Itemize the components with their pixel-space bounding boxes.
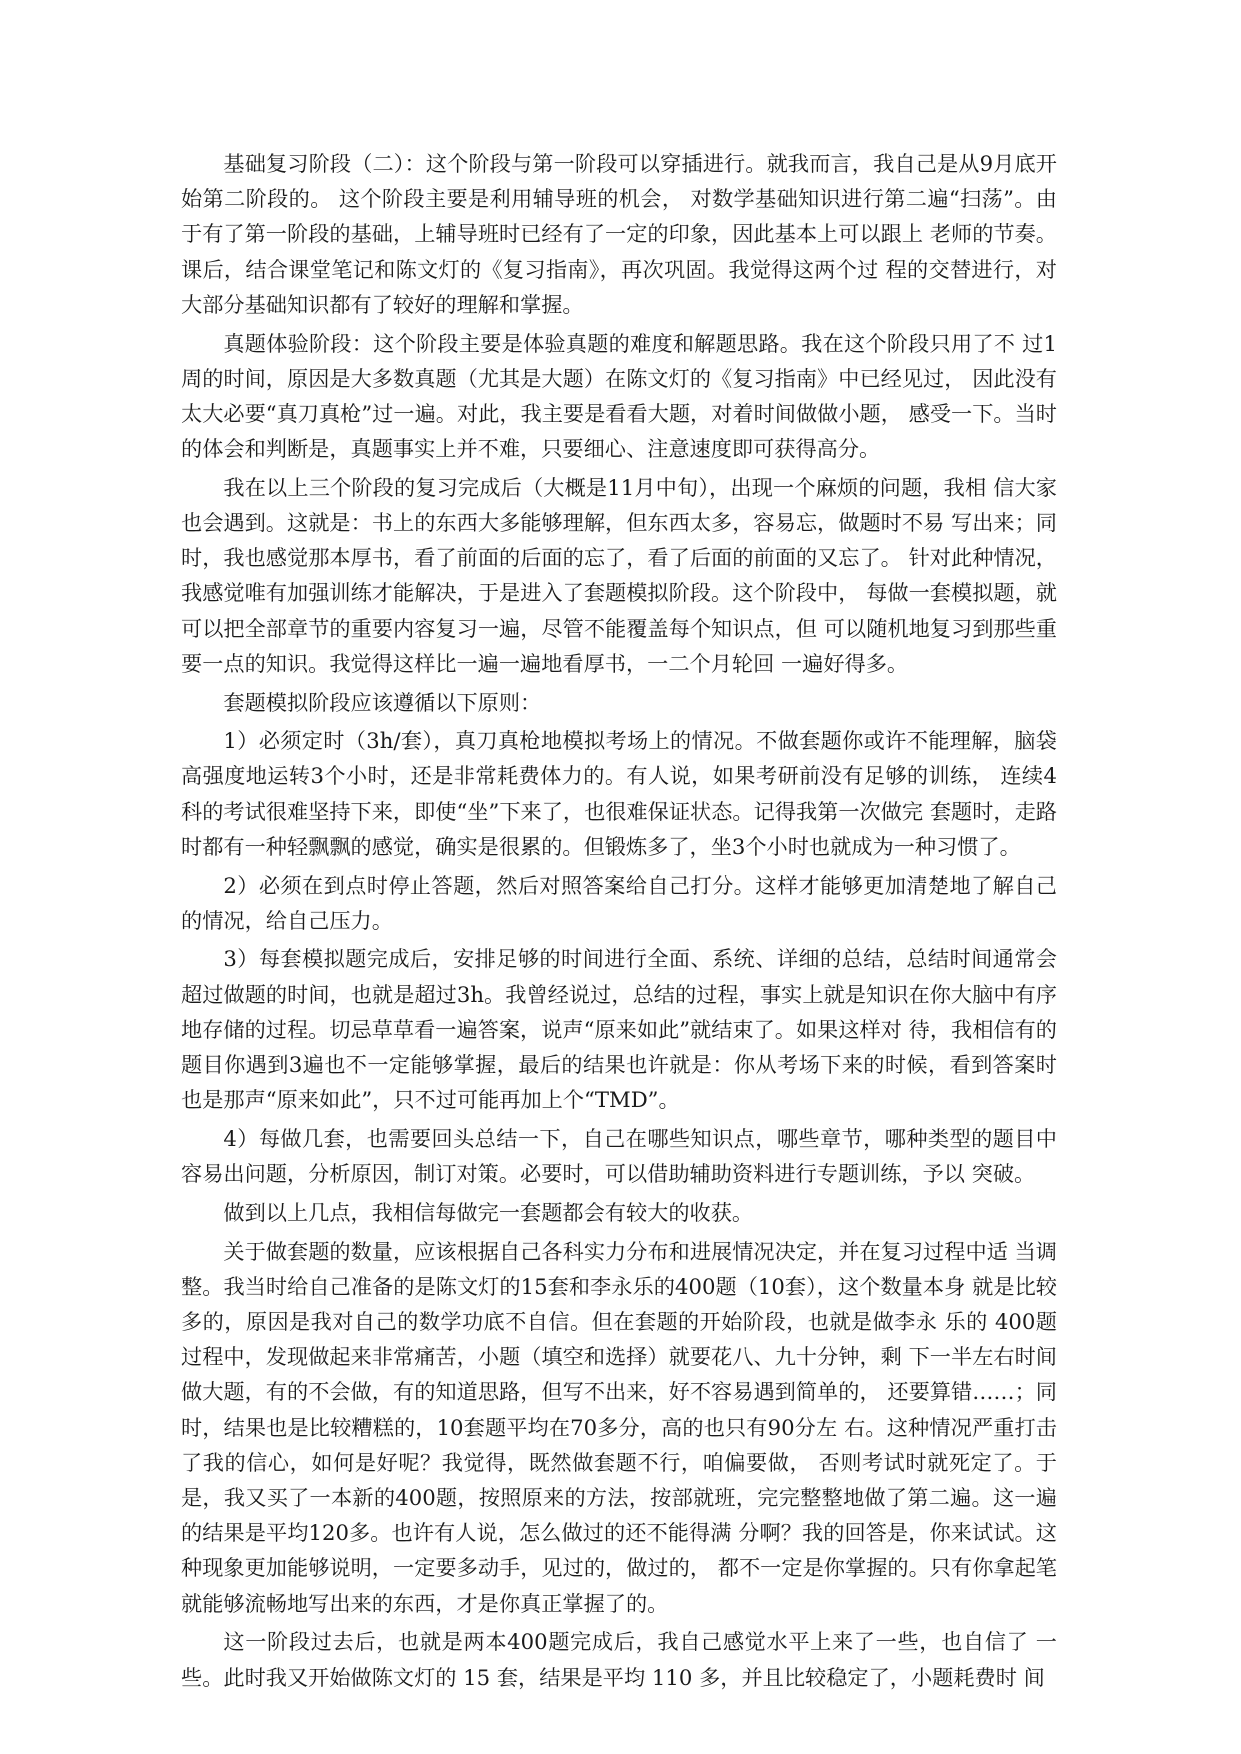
paragraph-principle-4: 4）每做几套，也需要回头总结一下，自己在哪些知识点，哪些章节，哪种类型的题目中容易出问题，分析原因，制订对策。必要时，可以借助辅助资料进行专题训练，予以 突破。 bbox=[181, 1125, 1057, 1187]
paragraph-principle-1: 1）必须定时（3h/套），真刀真枪地模拟考场上的情况。不做套题你或许不能理解，脑袋高强度地运转3个小时，还是非常耗费体力的。有人说，如果考研前没有足够的训练， 连续4 科的考试很难坚持下来，即使“坐”下来了，也很难保证状态。记得我第一次做完 套题时，走路时都有一种轻飘飘的感觉，确实是很累的。但锻炼多了，坐3个小时也就成为一种习惯了。 bbox=[181, 728, 1057, 859]
paragraph-basic-review-stage-two: 基础复习阶段（二）：这个阶段与第一阶段可以穿插进行。就我而言，我自己是从9月底开始第二阶段的。 这个阶段主要是利用辅导班的机会， 对数学基础知识进行第二遍“扫荡”。由于有了第一阶段的基础，上辅导班时已经有了一定的印象，因此基本上可以跟上 老师的节奏。课后，结合课堂笔记和陈文灯的《复习指南》，再次巩固。我觉得这两个过 程的交替进行，对大部分基础知识都有了较好的理解和掌握。 bbox=[181, 151, 1057, 317]
paragraph-quantity-of-sets: 关于做套题的数量，应该根据自己各科实力分布和进展情况决定，并在复习过程中适 当调整。我当时给自己准备的是陈文灯的15套和李永乐的400题（10套），这个数量本身 就是比较多的，原因是我对自己的数学功底不自信。但在套题的开始阶段，也就是做李永 乐的 400题过程中，发现做起来非常痛苦，小题（填空和选择）就要花八、九十分钟，剩 下一半左右时间做大题，有的不会做，有的知道思路，但写不出来，好不容易遇到简单的， 还要算错……；同时，结果也是比较糟糕的，10套题平均在70多分，高的也只有90分左 右。这种情况严重打击了我的信心，如何是好呢？我觉得，既然做套题不行，咱偏要做， 否则考试时就死定了。于是，我又买了一本新的400题，按照原来的方法，按部就班，完完整整地做了第二遍。这一遍的结果是平均120多。也许有人说，怎么做过的还不能得满 分啊？我的回答是，你来试试。这种现象更加能够说明，一定要多动手，见过的，做过的， 都不一定是你掌握的。只有你拿起笔就能够流畅地写出来的东西，才是你真正掌握了的。 bbox=[181, 1238, 1057, 1616]
paragraph-mock-exam-intro: 我在以上三个阶段的复习完成后（大概是11月中旬），出现一个麻烦的问题，我相 信大家也会遇到。这就是：书上的东西大多能够理解，但东西太多，容易忘，做题时不易 写出来；同时，我也感觉那本厚书，看了前面的后面的忘了，看了后面的前面的又忘了。 针对此种情况，我感觉唯有加强训练才能解决，于是进入了套题模拟阶段。这个阶段中， 每做一套模拟题，就可以把全部章节的重要内容复习一遍，尽管不能覆盖每个知识点，但 可以随机地复习到那些重要一点的知识。我觉得这样比一遍一遍地看厚书，一二个月轮回 一遍好得多。 bbox=[181, 474, 1057, 676]
paragraph-gains: 做到以上几点，我相信每做完一套题都会有较大的收获。 bbox=[223, 1199, 754, 1225]
paragraph-principle-2: 2）必须在到点时停止答题，然后对照答案给自己打分。这样才能够更加清楚地了解自己的情况，给自己压力。 bbox=[181, 872, 1057, 933]
document-body bbox=[181, 146, 1057, 1698]
paragraph-after-stage: 这一阶段过去后，也就是两本400题完成后，我自己感觉水平上来了一些，也自信了 一些。此时我又开始做陈文灯的 15 套，结果是平均 110 多，并且比较稳定了，小题耗费时 间 bbox=[181, 1629, 1057, 1690]
paragraph-real-exam-stage: 真题体验阶段：这个阶段主要是体验真题的难度和解题思路。我在这个阶段只用了不 过1 周的时间，原因是大多数真题（尤其是大题）在陈文灯的《复习指南》中已经见过， 因此没有太大必要“真刀真枪”过一遍。对此，我主要是看看大题，对着时间做做小题， 感受一下。当时的体会和判断是，真题事实上并不难，只要细心、注意速度即可获得高分。 bbox=[181, 330, 1057, 462]
paragraph-principle-3: 3）每套模拟题完成后，安排足够的时间进行全面、系统、详细的总结，总结时间通常会超过做题的时间，也就是超过3h。我曾经说过，总结的过程，事实上就是知识在你大脑中有序地存储的过程。切忌草草看一遍答案，说声“原来如此”就结束了。如果这样对 待，我相信有的题目你遇到3遍也不一定能够掌握，最后的结果也许就是：你从考场下来的时候，看到答案时也是那声“原来如此”，只不过可能再加上个“TMD”。 bbox=[181, 946, 1057, 1113]
paragraph-principles-heading: 套题模拟阶段应该遵循以下原则： bbox=[223, 689, 542, 715]
